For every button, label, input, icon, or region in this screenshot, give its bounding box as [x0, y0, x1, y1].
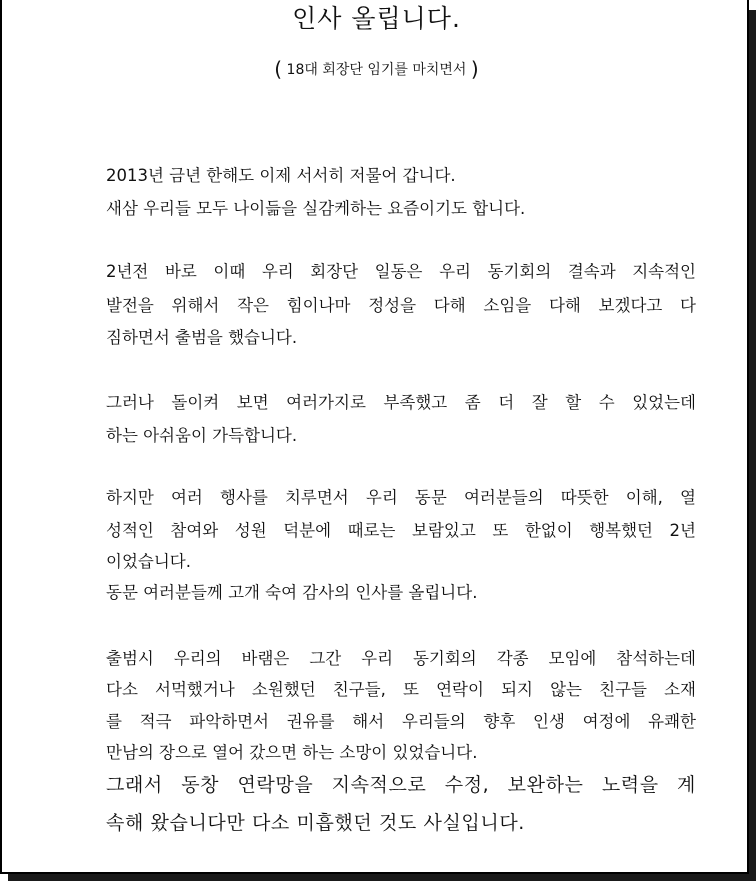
page-subtitle: [2, 58, 751, 81]
paragraph-3-line-1: 그러나 돌이켜 보면 여러가지로 부족했고 좀 더 잘 할 수 있었는데: [106, 393, 696, 412]
paragraph-2-line-2: 발전을 위해서 작은 힘이나마 정성을 다해 소임을 다해 보겠다고 다: [106, 296, 696, 315]
paragraph-3-line-2: 하는 아쉬움이 가득합니다.: [106, 426, 298, 445]
paragraph-7-line-1: 그래서 동창 연락망을 지속적으로 수정, 보완하는 노력을 계: [106, 774, 696, 796]
subtitle-text: 18대 회장단 임기를 마치면서: [286, 62, 467, 78]
paragraph-5-line-1: 동문 여러분들께 고개 숙여 감사의 인사를 올립니다.: [106, 583, 478, 602]
paragraph-1-line-2: 새삼 우리들 모두 나이듦을 실감케하는 요즘이기도 합니다.: [106, 199, 526, 218]
paragraph-4-line-2: 성적인 참여와 성원 덕분에 때로는 보람있고 또 한없이 행복했던 2년: [106, 521, 696, 540]
subtitle-close-paren: ): [470, 57, 479, 81]
paragraph-7-line-2: 속해 왔습니다만 다소 미흡했던 것도 사실입니다.: [106, 812, 525, 834]
paragraph-4-line-3: 이었습니다.: [106, 552, 191, 571]
paragraph-6-line-1: 출범시 우리의 바램은 그간 우리 동기회의 각종 모임에 참석하는데: [106, 649, 696, 668]
page-shadow-right: [749, 10, 756, 881]
paragraph-2-line-3: 짐하면서 출범을 했습니다.: [106, 328, 298, 347]
paragraph-6-line-4: 만남의 장으로 열어 갔으면 하는 소망이 있었습니다.: [106, 743, 478, 762]
paragraph-6-line-2: 다소 서먹했거나 소원했던 친구들, 또 연락이 되지 않는 친구들 소재: [106, 680, 696, 699]
paragraph-1-line-1: 2013년 금년 한해도 이제 서서히 저물어 갑니다.: [106, 166, 456, 185]
page-shadow-bottom: [8, 874, 756, 881]
paragraph-2-line-1: 2년전 바로 이때 우리 회장단 일동은 우리 동기회의 결속과 지속적인: [106, 262, 696, 281]
paragraph-4-line-1: 하지만 여러 행사를 치루면서 우리 동문 여러분들의 따뜻한 이해, 열: [106, 488, 696, 507]
subtitle-open-paren: (: [274, 57, 283, 81]
page-title: 인사 올립니다.: [292, 4, 461, 33]
paragraph-6-line-3: 를 적극 파악하면서 권유를 해서 우리들의 향후 인생 여정에 유쾌한: [106, 712, 696, 731]
